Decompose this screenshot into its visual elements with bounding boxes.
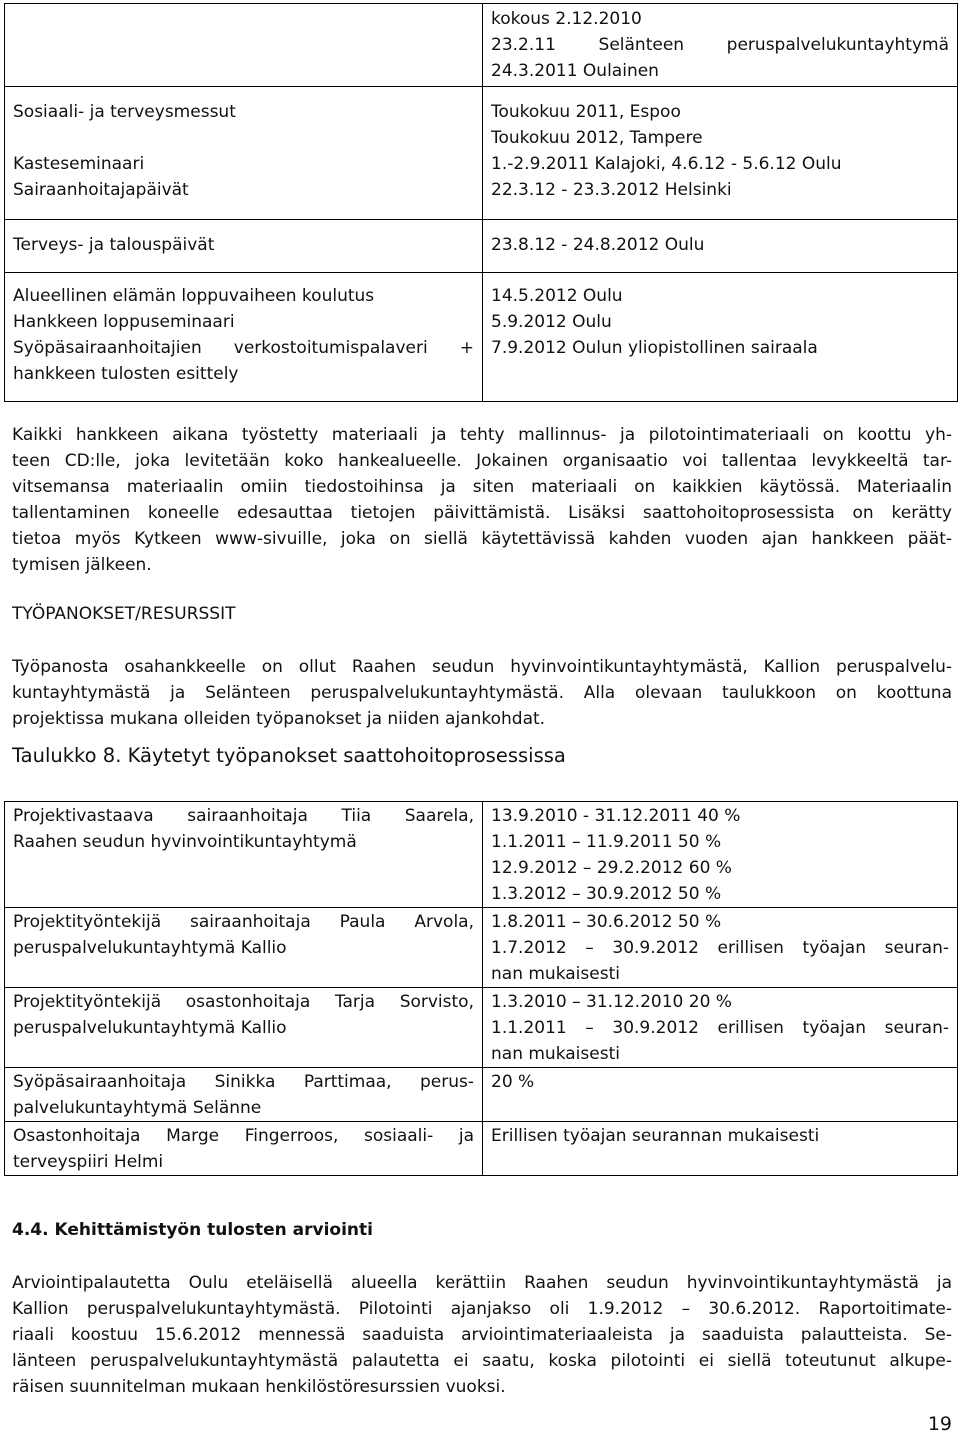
date-line: 14.5.2012 Oulu bbox=[491, 286, 623, 306]
date-line: 5.9.2012 Oulu bbox=[491, 312, 612, 332]
materials-paragraph: Kaikki hankkeen aikana työstetty materiaali ja tehty mallinnus- ja pilotointimateriaali on koottu yh- teen CD:lle, joka levitetään koko hankealueelle. Jokainen organisaatio voi tallentaa levykkeeltä tar- vitsemansa materiaalin omiin tiedostoihinsa ja siten materiaali on kaikkien käytössä. Materiaalin tallentaminen koneelle edesauttaa tietojen päivittämistä. Lisäksi saattohoitoprosessista on kerätty tietoa myös Kytkeen www-sivuille, joka on siellä käytettävissä kahden vuoden ajan hankkeen päät- tymisen jälkeen. bbox=[12, 425, 952, 575]
event-line: Kasteseminaari bbox=[13, 154, 145, 174]
period-cell: 13.9.2010 - 31.12.2011 40 % 1.1.2011 – 11.9.2011 50 % 12.9.2012 – 29.2.2012 60 % 1.3.2012 – 30.9.2012 50 % bbox=[483, 802, 958, 908]
table-row bbox=[5, 908, 958, 988]
period-cell: 20 % bbox=[483, 1068, 958, 1122]
events-table bbox=[4, 3, 958, 402]
date-line: Toukokuu 2011, Espoo bbox=[491, 102, 681, 122]
section-heading: 4.4. Kehittämistyön tulosten arviointi bbox=[12, 1220, 373, 1240]
date-line: kokous 2.12.2010 bbox=[491, 9, 642, 29]
event-cell bbox=[5, 87, 483, 220]
date-cell bbox=[483, 87, 958, 220]
date-line: 22.3.12 - 23.3.2012 Helsinki bbox=[491, 180, 732, 200]
event-line: Sairaanhoitajapäivät bbox=[13, 180, 189, 200]
table-row bbox=[5, 273, 958, 402]
period-cell: Erillisen työajan seurannan mukaisesti bbox=[483, 1122, 958, 1176]
date-line: Toukokuu 2012, Tampere bbox=[491, 128, 703, 148]
table-row bbox=[5, 988, 958, 1068]
table-row bbox=[5, 87, 958, 220]
date-line: 1.-2.9.2011 Kalajoki, 4.6.12 - 5.6.12 Oulu bbox=[491, 154, 842, 174]
table-row bbox=[5, 1122, 958, 1176]
person-cell: Projektityöntekijä osastonhoitaja Tarja Sorvisto, peruspalvelukuntayhtymä Kallio bbox=[5, 988, 483, 1068]
date-cell bbox=[483, 220, 958, 273]
period-cell: 1.8.2011 – 30.6.2012 50 % 1.7.2012 – 30.9.2012 erillisen työajan seuran- nan mukaisesti bbox=[483, 908, 958, 988]
date-cell bbox=[483, 273, 958, 402]
resources-heading: TYÖPANOKSET/RESURSSIT bbox=[12, 604, 236, 624]
period-cell: 1.3.2010 – 31.12.2010 20 % 1.1.2011 – 30.9.2012 erillisen työajan seuran- nan mukaisesti bbox=[483, 988, 958, 1068]
table-row bbox=[5, 4, 958, 87]
table-row bbox=[5, 802, 958, 908]
resources-paragraph: Työpanosta osahankkeelle on ollut Raahen seudun hyvinvointikuntayhtymästä, Kallion peruspalvelu- kuntayhtymästä ja Selänteen peruspalvelukuntayhtymästä. Alla olevaan taulukkoon on koottuna projektissa mukana olleiden työpanokset ja niiden ajankohdat. bbox=[12, 657, 952, 729]
person-cell: Projektityöntekijä sairaanhoitaja Paula Arvola, peruspalvelukuntayhtymä Kallio bbox=[5, 908, 483, 988]
event-line: Alueellinen elämän loppuvaiheen koulutus bbox=[13, 286, 375, 306]
evaluation-paragraph: Arviointipalautetta Oulu eteläisellä alueella kerättiin Raahen seudun hyvinvointikuntayhtymästä ja Kallion peruspalvelukuntayhtymästä. Pilotointi ajanjakso oli 1.9.2012 – 30.6.2012. Raportoitimate- riaali koostuu 15.6.2012 mennessä saaduista arviointimateriaaleista ja saaduista palautteista. Se- länteen peruspalvelukuntayhtymästä palautetta ei saatu, koska pilotointi ei siellä toteutunut alkupe- räisen suunnitelman mukaan henkilöstöresurssien vuoksi. bbox=[12, 1273, 952, 1397]
event-line: Sosiaali- ja terveysmessut bbox=[13, 102, 236, 122]
date-line: 24.3.2011 Oulainen bbox=[491, 61, 659, 81]
person-cell: Osastonhoitaja Marge Fingerroos, sosiaali- ja terveyspiiri Helmi bbox=[5, 1122, 483, 1176]
page-number: 19 bbox=[927, 1413, 952, 1435]
table-row bbox=[5, 220, 958, 273]
event-cell bbox=[5, 273, 483, 402]
person-cell: Projektivastaava sairaanhoitaja Tiia Saarela, Raahen seudun hyvinvointikuntayhtymä bbox=[5, 802, 483, 908]
person-cell: Syöpäsairaanhoitaja Sinikka Parttimaa, perus- palvelukuntayhtymä Selänne bbox=[5, 1068, 483, 1122]
date-line: 23.8.12 - 24.8.2012 Oulu bbox=[491, 235, 705, 255]
event-cell bbox=[5, 4, 483, 87]
event-line: hankkeen tulosten esittely bbox=[13, 364, 239, 384]
date-line: 23.2.11 Selänteen peruspalvelukuntayhtymä bbox=[491, 35, 949, 55]
date-cell bbox=[483, 4, 958, 87]
date-line: 7.9.2012 Oulun yliopistollinen sairaala bbox=[491, 338, 818, 358]
event-cell bbox=[5, 220, 483, 273]
table-row bbox=[5, 1068, 958, 1122]
event-line: Terveys- ja talouspäivät bbox=[13, 235, 215, 255]
table-caption: Taulukko 8. Käytetyt työpanokset saattohoitoprosessissa bbox=[12, 744, 566, 767]
event-line: Hankkeen loppuseminaari bbox=[13, 312, 235, 332]
work-input-table bbox=[4, 801, 958, 1176]
event-line: Syöpäsairaanhoitajien verkostoitumispalaveri + bbox=[13, 338, 474, 358]
